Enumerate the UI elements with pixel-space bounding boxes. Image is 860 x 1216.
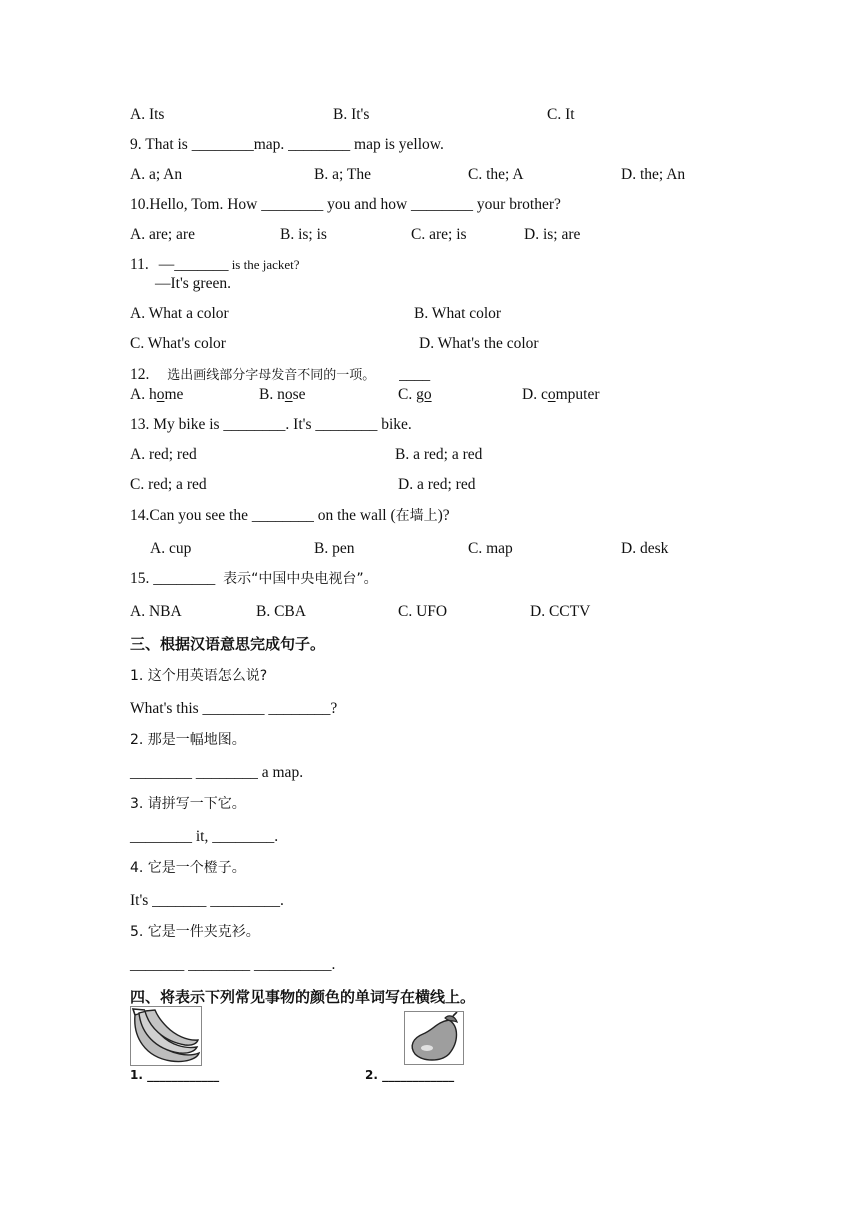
q13-option-a: A. red; red bbox=[130, 446, 197, 463]
q12-blank: ____ bbox=[399, 366, 431, 383]
s3-item2-en: ________ ________ a map. bbox=[130, 764, 304, 781]
q8-option-c: C. It bbox=[547, 106, 575, 123]
banana-icon bbox=[130, 1006, 202, 1066]
q12-instruction: 选出画线部分字母发音不同的一项。 bbox=[167, 368, 376, 383]
q11-option-b: B. What color bbox=[414, 305, 502, 322]
q11-option-d: D. What's the color bbox=[419, 335, 539, 352]
s3-item3-en: ________ it, ________. bbox=[130, 828, 279, 845]
q15-option-b: B. CBA bbox=[256, 603, 306, 620]
s3-item1-cn: 1. 这个用英语怎么说? bbox=[130, 668, 268, 684]
q9-option-c: C. the; A bbox=[468, 166, 524, 183]
q15-option-d: D. CCTV bbox=[530, 603, 591, 620]
s3-item1-en: What's this ________ ________? bbox=[130, 700, 338, 717]
q13-stem: 13. My bike is ________. It's ________ bike. bbox=[130, 416, 412, 433]
q15-option-a: A. NBA bbox=[130, 603, 182, 620]
s3-item4-en: It's _______ _________. bbox=[130, 892, 284, 909]
q10-option-d: D. is; are bbox=[524, 226, 581, 243]
q14-option-b: B. pen bbox=[314, 540, 355, 557]
q13-option-c: C. red; a red bbox=[130, 476, 207, 493]
q11-answer: —It's green. bbox=[155, 275, 231, 292]
q14-option-a: A. cup bbox=[150, 540, 192, 557]
q12-option-a: A. home bbox=[130, 386, 184, 403]
s3-item4-cn: 4. 它是一个橙子。 bbox=[130, 860, 246, 876]
q14-option-d: D. desk bbox=[621, 540, 669, 557]
q11-option-c: C. What's color bbox=[130, 335, 226, 352]
s4-item2-caption: 2. ____________ bbox=[365, 1068, 455, 1082]
q8-option-b: B. It's bbox=[333, 106, 370, 123]
q12-option-d: D. computer bbox=[522, 386, 600, 403]
q8-option-a: A. Its bbox=[130, 106, 165, 123]
s3-item5-en: _______ ________ __________. bbox=[130, 956, 336, 973]
q11-number: 11. bbox=[130, 256, 149, 273]
eggplant-icon bbox=[404, 1011, 464, 1065]
q11-stem bbox=[130, 255, 300, 275]
s3-item3-cn: 3. 请拼写一下它。 bbox=[130, 796, 246, 812]
q10-option-c: C. are; is bbox=[411, 226, 467, 243]
q11-option-a: A. What a color bbox=[130, 305, 229, 322]
q12-number: 12. bbox=[130, 366, 150, 383]
s4-item1-caption: 1. ____________ bbox=[130, 1068, 220, 1082]
q12-option-c: C. go bbox=[398, 386, 432, 403]
q14-option-c: C. map bbox=[468, 540, 513, 557]
q12-option-b: B. nose bbox=[259, 386, 306, 403]
q10-option-a: A. are; are bbox=[130, 226, 195, 243]
q9-option-b: B. a; The bbox=[314, 166, 371, 183]
s3-item2-cn: 2. 那是一幅地图。 bbox=[130, 732, 246, 748]
q12-stem bbox=[130, 365, 430, 386]
q14-stem: 14.Can you see the ________ on the wall (在墙上)? bbox=[130, 507, 450, 524]
s3-item5-cn: 5. 它是一件夹克衫。 bbox=[130, 924, 260, 940]
q13-option-b: B. a red; a red bbox=[395, 446, 483, 463]
q9-option-d: D. the; An bbox=[621, 166, 686, 183]
q9-stem: 9. That is ________map. ________ map is yellow. bbox=[130, 136, 444, 153]
q11-dash-blank: —_______ bbox=[158, 256, 229, 273]
q15-stem: 15. ________ 表示“中国中央电视台”。 bbox=[130, 570, 378, 587]
q10-option-b: B. is; is bbox=[280, 226, 327, 243]
section4-title: 四、将表示下列常见事物的颜色的单词写在横线上。 bbox=[130, 988, 476, 1006]
q10-stem: 10.Hello, Tom. How ________ you and how ________ your brother? bbox=[130, 196, 561, 213]
q13-option-d: D. a red; red bbox=[398, 476, 476, 493]
section3-title: 三、根据汉语意思完成句子。 bbox=[130, 635, 326, 653]
q15-option-c: C. UFO bbox=[398, 603, 448, 620]
q11-question: is the jacket? bbox=[228, 257, 300, 272]
q9-option-a: A. a; An bbox=[130, 166, 183, 183]
